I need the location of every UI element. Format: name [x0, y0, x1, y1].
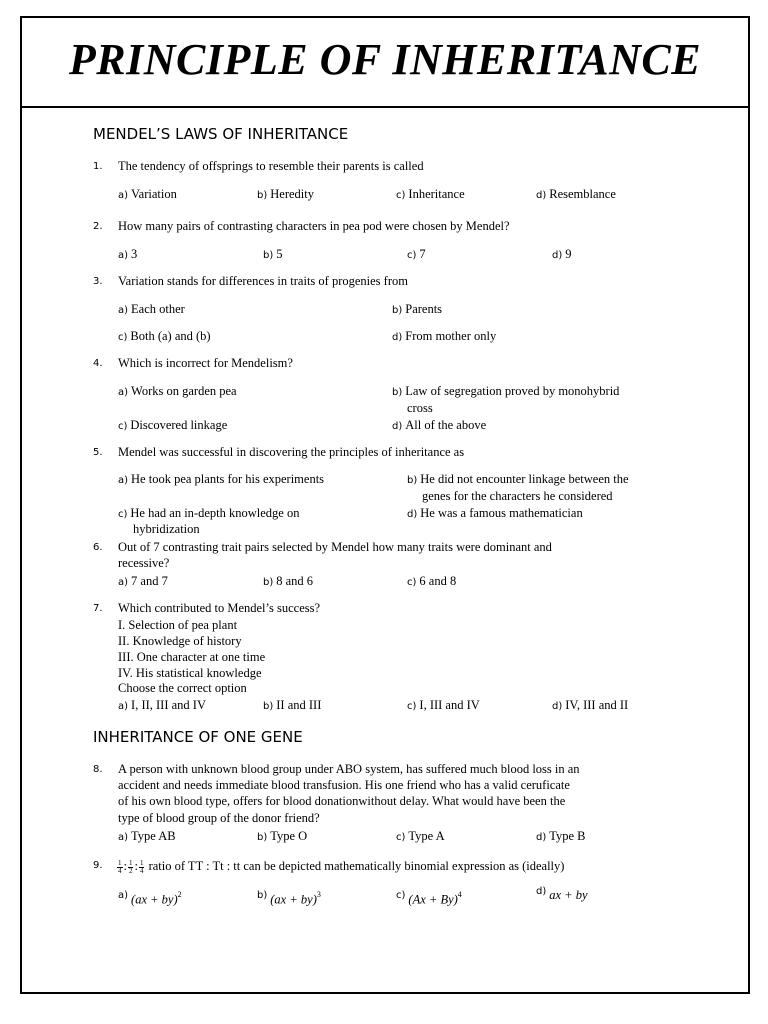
option-b: [392, 383, 619, 401]
question-text: The tendency of offsprings to resemble their parents is called: [118, 159, 424, 173]
option-label: b): [257, 890, 268, 902]
option-text: 7: [419, 247, 426, 261]
option-expression: (ax + by): [131, 892, 178, 907]
option-label: c): [396, 890, 406, 902]
option-d: [407, 505, 583, 523]
option-text: I, II, III and IV: [131, 698, 206, 712]
option-label: a): [118, 832, 129, 843]
question-text-continued: type of blood group of the donor friend?: [118, 811, 320, 825]
option-text: All of the above: [405, 418, 487, 432]
statement-line: III. One character at one time: [118, 650, 266, 664]
question-text-continued: of his own blood type, offers for blood donationwithout delay. What would have been the: [118, 794, 566, 808]
title-box: [22, 18, 748, 108]
option-text: He had an in-depth knowledge on: [130, 506, 300, 520]
option-c: [118, 328, 211, 346]
option-label: c): [396, 832, 406, 843]
option-label: a): [118, 701, 129, 712]
option-label: d): [536, 190, 547, 201]
question-text: Which is incorrect for Mendelism?: [118, 356, 293, 370]
option-label: b): [392, 387, 403, 398]
option-label: b): [257, 190, 268, 201]
option-label: a): [118, 387, 129, 398]
option-b: [392, 301, 442, 319]
option-label: a): [118, 577, 129, 588]
option-label: c): [407, 577, 417, 588]
option-a: [118, 828, 176, 846]
option-text: Heredity: [270, 187, 314, 201]
option-text: Law of segregation proved by monohybrid: [405, 384, 620, 398]
option-text: He was a famous mathematician: [420, 506, 583, 520]
question-number: 9.: [93, 860, 103, 871]
option-label: d): [552, 701, 563, 712]
option-exponent: 2: [177, 890, 182, 899]
option-label: d): [552, 250, 563, 261]
option-text: 9: [565, 247, 572, 261]
option-b: [407, 471, 629, 489]
question-number: 1.: [93, 161, 103, 172]
question-number: 5.: [93, 447, 103, 458]
option-exponent: 4: [457, 890, 462, 899]
option-label: b): [257, 832, 268, 843]
option-label: b): [407, 475, 418, 486]
question-text-continued: recessive?: [118, 556, 170, 570]
option-d: [552, 246, 572, 264]
option-label: a): [118, 890, 129, 902]
section-heading-mendels-laws: MENDEL’S LAWS OF INHERITANCE: [93, 125, 349, 143]
option-text: I, III and IV: [419, 698, 480, 712]
option-label: b): [263, 250, 274, 261]
option-a: [118, 301, 185, 319]
option-d: [392, 328, 496, 346]
question-text: Variation stands for differences in traits of progenies from: [118, 274, 408, 288]
option-label: b): [263, 577, 274, 588]
statement-line: IV. His statistical knowledge: [118, 666, 262, 680]
question-text: Out of 7 contrasting trait pairs selected by Mendel how many traits were dominant and: [118, 540, 552, 554]
option-text: Variation: [131, 187, 177, 201]
option-text: Both (a) and (b): [130, 329, 211, 343]
option-expression: (ax + by): [270, 892, 317, 907]
option-text: Each other: [131, 302, 185, 316]
question-text: Which contributed to Mendel’s success?: [118, 601, 321, 615]
option-text-continued: hybridization: [133, 522, 200, 536]
option-c: [407, 697, 480, 715]
option-b: [263, 246, 283, 264]
option-expression: (Ax + By): [408, 892, 458, 907]
question-number: 6.: [93, 542, 103, 553]
option-label: b): [392, 305, 403, 316]
option-label: c): [396, 190, 406, 201]
question-text: $\frac{1}{4}$ : $\frac{1}{2}$ : $\frac{1}{4}$ ratio of TT : Tt : tt can be depicted mathematically binomial expression as (ideally): [118, 858, 565, 875]
option-text: Resemblance: [549, 187, 616, 201]
option-label: d): [407, 509, 418, 520]
option-text: 6 and 8: [419, 574, 457, 588]
option-text: 8 and 6: [276, 574, 314, 588]
option-label: a): [118, 475, 129, 486]
option-c: [396, 828, 445, 846]
option-d: [536, 887, 588, 905]
question-number: 4.: [93, 358, 103, 369]
option-a: [118, 573, 168, 591]
option-text-continued: genes for the characters he considered: [422, 489, 613, 503]
question-text-body: ratio of TT : Tt : tt can be depicted mathematically binomial expression as (ideally): [148, 859, 565, 873]
option-text: 5: [276, 247, 283, 261]
option-a: [118, 887, 182, 909]
option-b: [263, 697, 321, 715]
question-text-continued: accident and needs immediate blood transfusion. His one friend who has a valid ceruficate: [118, 778, 570, 792]
statement-line: II. Knowledge of history: [118, 634, 242, 648]
option-text: Type A: [408, 829, 445, 843]
option-label: c): [118, 509, 128, 520]
fraction-2: $\frac{1}{2}$: [128, 858, 133, 875]
question-text: How many pairs of contrasting characters in pea pod were chosen by Mendel?: [118, 219, 510, 233]
option-text: 3: [131, 247, 138, 261]
page-title: PRINCIPLE OF INHERITANCE: [68, 35, 702, 84]
option-c: [396, 186, 465, 204]
option-d: [536, 828, 586, 846]
option-text-continued: cross: [407, 401, 433, 415]
question-number: 2.: [93, 221, 103, 232]
option-a: [118, 383, 237, 401]
option-text: Parents: [405, 302, 443, 316]
option-text: Inheritance: [408, 187, 465, 201]
option-a: [118, 471, 324, 489]
option-label: c): [118, 421, 128, 432]
option-text: Type B: [549, 829, 586, 843]
option-c: [407, 246, 426, 264]
option-label: c): [118, 332, 128, 343]
option-text: II and III: [276, 698, 322, 712]
option-label: d): [392, 332, 403, 343]
question-number: 8.: [93, 764, 103, 775]
option-b: [257, 828, 307, 846]
option-d: [552, 697, 628, 715]
question-number: 7.: [93, 603, 103, 614]
option-label: d): [536, 832, 547, 843]
option-exponent: 3: [316, 890, 321, 899]
option-b: [257, 887, 321, 909]
option-text: Works on garden pea: [131, 384, 237, 398]
option-a: [118, 246, 137, 264]
option-label: d): [392, 421, 403, 432]
option-expression: ax + by: [549, 888, 588, 902]
option-d: [392, 417, 486, 435]
option-label: a): [118, 305, 129, 316]
option-label: d): [536, 886, 547, 897]
question-text: Mendel was successful in discovering the principles of inheritance as: [118, 445, 465, 459]
question-text: A person with unknown blood group under ABO system, has suffered much blood loss in an: [118, 762, 580, 776]
option-text: He took pea plants for his experiments: [131, 472, 325, 486]
fraction-1: $\frac{1}{4}$: [118, 858, 122, 875]
option-label: c): [407, 250, 417, 261]
option-b: [263, 573, 313, 591]
option-text: Discovered linkage: [130, 418, 228, 432]
option-c: [118, 417, 227, 435]
option-text: IV, III and II: [565, 698, 629, 712]
option-b: [257, 186, 314, 204]
statement-line: I. Selection of pea plant: [118, 618, 238, 632]
option-label: a): [118, 250, 129, 261]
option-text: Type O: [270, 829, 308, 843]
option-label: b): [263, 701, 274, 712]
option-a: [118, 186, 177, 204]
fraction-3: $\frac{1}{4}$: [139, 858, 144, 875]
option-c: [407, 573, 456, 591]
option-label: c): [407, 701, 417, 712]
option-c: [396, 887, 462, 909]
option-text: From mother only: [405, 329, 497, 343]
option-text: 7 and 7: [131, 574, 168, 588]
option-label: a): [118, 190, 129, 201]
option-text: Type AB: [131, 829, 176, 843]
option-a: [118, 697, 206, 715]
question-number: 3.: [93, 276, 103, 287]
section-heading-one-gene: INHERITANCE OF ONE GENE: [93, 728, 303, 746]
statement-line: Choose the correct option: [118, 681, 247, 695]
option-text: He did not encounter linkage between the: [420, 472, 629, 486]
option-d: [536, 186, 616, 204]
